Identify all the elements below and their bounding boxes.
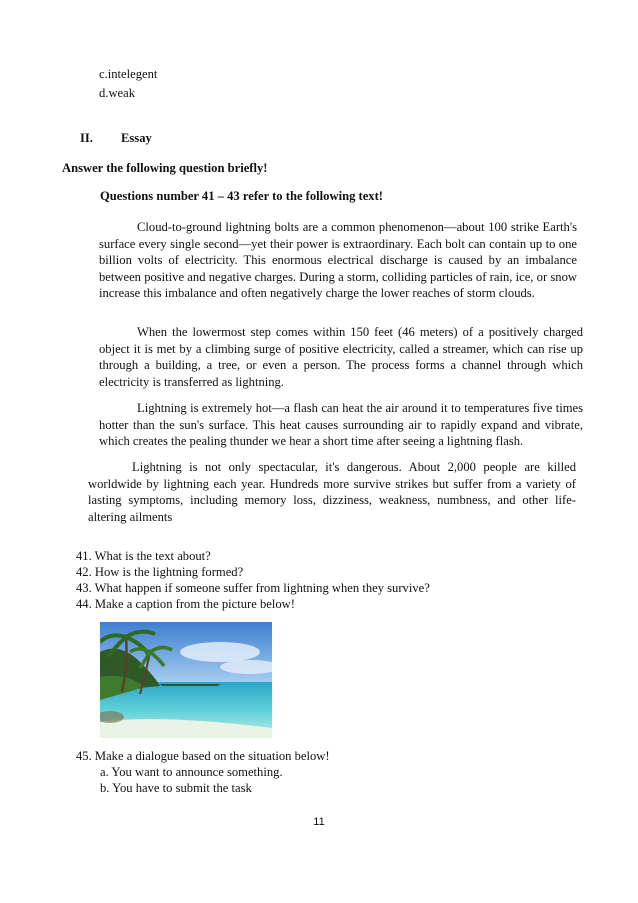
question-43: 43. What happen if someone suffer from lightning when they survive? — [76, 581, 430, 595]
option-c: c.intelegent — [99, 67, 158, 81]
section-number: II. — [80, 131, 93, 145]
paragraph-2: When the lowermost step comes within 150 feet (46 meters) of a positively charged object it is met by a climbing surge of positive electricity, called a streamer, which can rise up through a building, a tree, or even a person. The process forms a channel through which electricity is transferred as lightning. — [99, 325, 583, 389]
tropical-beach-image — [100, 622, 272, 738]
option-d: d.weak — [99, 86, 136, 100]
page-number: 11 — [313, 816, 325, 828]
question-45: 45. Make a dialogue based on the situation below! — [76, 749, 330, 763]
beach-picture — [100, 622, 272, 738]
question-44: 44. Make a caption from the picture below! — [76, 597, 295, 611]
question-45-item-a: a. You want to announce something. — [100, 765, 283, 779]
section-title: Essay — [121, 131, 152, 145]
text-intro: Questions number 41 – 43 refer to the following text! — [100, 189, 383, 203]
paragraph-3: Lightning is extremely hot—a flash can heat the air around it to temperatures five times hotter than the sun's surface. This heat causes surrounding air to rapidly expand and vibrate, which creates the pealing thunder we hear a short time after seeing a lightning flash. — [99, 401, 583, 448]
paragraph-1: Cloud-to-ground lightning bolts are a common phenomenon—about 100 strike Earth's surface every single second—yet their power is extraordinary. Each bolt can contain up to one billion volts of electricity. This enormous electrical discharge is caused by an imbalance between positive and negative charges. During a storm, colliding particles of rain, ice, or snow increase this imbalance and often negatively charge the lower reaches of storm clouds. — [99, 220, 577, 300]
paragraph-4: Lightning is not only spectacular, it's dangerous. About 2,000 people are killed worldwide by lightning each year. Hundreds more survive strikes but suffer from a variety of lasting symptoms, including memory loss, dizziness, weakness, numbness, and other life-altering ailments — [88, 460, 576, 524]
question-45-item-b: b. You have to submit the task — [100, 781, 252, 795]
question-41: 41. What is the text about? — [76, 549, 211, 563]
question-42: 42. How is the lightning formed? — [76, 565, 244, 579]
instruction: Answer the following question briefly! — [62, 161, 268, 175]
